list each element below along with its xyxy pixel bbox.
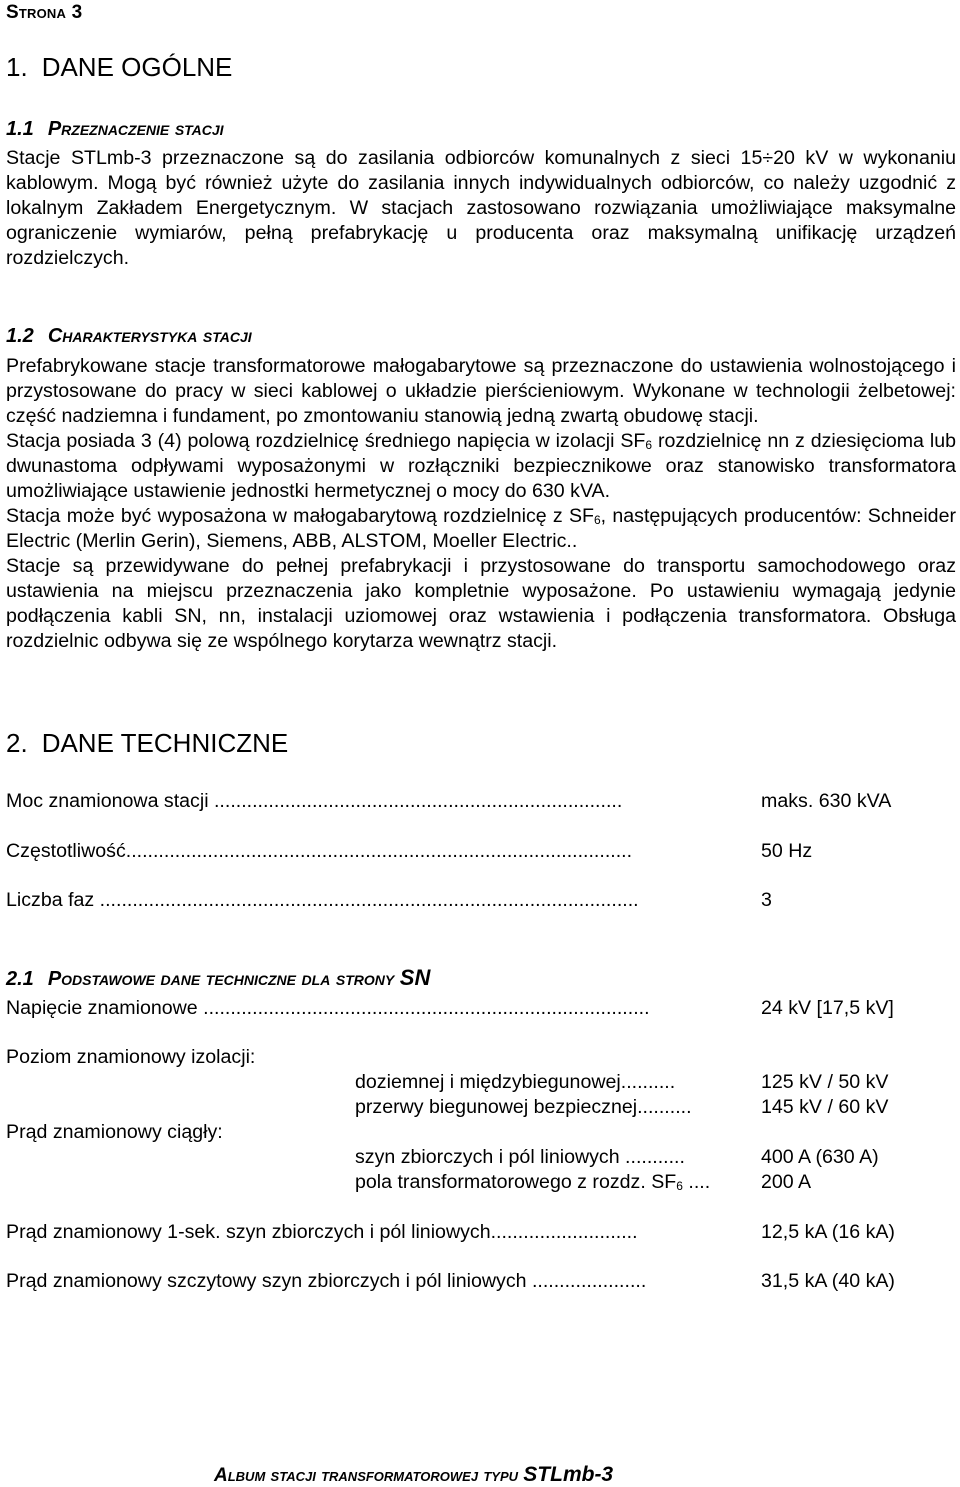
spec-value-insulation-gap: 145 kV / 60 kV <box>761 1096 889 1118</box>
spec-label-frequency: Częstotliwość............................................................................................. <box>6 840 633 862</box>
spec-value-phases: 3 <box>761 889 772 911</box>
spec-value-short-time-current: 12,5 kA (16 kA) <box>761 1221 895 1243</box>
spec-value-insulation-earth: 125 kV / 50 kV <box>761 1071 889 1093</box>
spec-value-current-transformer: 200 A <box>761 1171 812 1193</box>
subsection-title: Przeznaczenie stacji <box>47 118 224 140</box>
spec-label-current: Prąd znamionowy ciągły: <box>6 1121 223 1143</box>
spec-value-power: maks. 630 kVA <box>761 790 892 812</box>
text-run: Stacja posiada 3 (4) polową rozdzielnicę średniego napięcia w izolacji SF <box>6 430 646 452</box>
subsection-1-2-heading <box>6 325 252 348</box>
subsection-title: Podstawowe dane techniczne dla strony <box>47 968 395 990</box>
spec-label-current-busbar: szyn zbiorczych i pól liniowych ........... <box>355 1146 685 1168</box>
spec-label-power: Moc znamionowa stacji ........................................................................... <box>6 790 623 812</box>
purpose-paragraph <box>6 146 956 271</box>
section-1-heading <box>6 52 232 83</box>
spec-label-phases: Liczba faz ................................................................................................... <box>6 889 639 911</box>
characteristics-paragraph-3 <box>6 504 956 554</box>
spec-label-short-time-current: Prąd znamionowy 1-sek. szyn zbiorczych i pól liniowych........................... <box>6 1221 638 1243</box>
spec-value-voltage: 24 kV [17,5 kV] <box>761 997 894 1019</box>
spec-label-voltage: Napięcie znamionowe .................................................................................. <box>6 997 650 1019</box>
spec-value-peak-current: 31,5 kA (40 kA) <box>761 1270 895 1292</box>
page-header: Strona 3 <box>6 2 83 23</box>
section-title: DANE TECHNICZNE <box>41 728 289 758</box>
characteristics-paragraph-1: Prefabrykowane stacje transformatorowe małogabarytowe są przeznaczone do ustawienia wolnostojącego i przystosowane do pracy w sieci kablowej o układzie pierścieniowym. Wykonane w technologii żelbetowej: część nadziemna i fundament, po zmontowaniu stanowią jedną zwartą obudowę stacji. <box>6 355 956 427</box>
text-run: rozdzielnicę nn z dziesięcioma lub dwunastoma odpływami wyposażonymi w rozłączniki bezpiecznikowe oraz stanowisko transformatora umożliwiające ustawienie jednostki hermetycznej o mocy do 630 kVA. <box>6 430 956 502</box>
spec-label-current-transformer <box>355 1171 710 1194</box>
characteristics-section <box>6 354 956 654</box>
subscript: 6 <box>676 1179 683 1193</box>
spec-label-insulation-earth: doziemnej i międzybiegunowej.......... <box>355 1071 676 1093</box>
subsection-2-1-heading <box>6 965 430 991</box>
spec-value-current-busbar: 400 A (630 A) <box>761 1146 879 1168</box>
characteristics-paragraph-4: Stacje są przewidywane do pełnej prefabrykacji i przystosowane do transportu samochodowego oraz ustawienia na miejscu przeznaczenia jako kompletnie wyposażone. Po ustawieniu wymagają jedynie podłączenia kabli SN, nn, instalacji uziomowej oraz wstawienia i podłączenia transformatora. Obsługa rozdzielnic odbywa się ze wspólnego korytarza wewnątrz stacji. <box>6 555 956 652</box>
spec-label-peak-current: Prąd znamionowy szczytowy szyn zbiorczych i pól liniowych ..................... <box>6 1270 647 1292</box>
subsection-title: Charakterystyka stacji <box>47 325 252 347</box>
subsection-title-sn: SN <box>399 965 431 990</box>
subsection-number: 1.2 <box>6 325 34 347</box>
subscript: 6 <box>593 513 601 527</box>
subsection-number: 2.1 <box>6 968 34 990</box>
footer-model: STLmb-3 <box>523 1463 614 1486</box>
section-number: 2. <box>6 728 28 758</box>
subsection-number: 1.1 <box>6 118 34 140</box>
spec-label-insulation-gap: przerwy biegunowej bezpiecznej.......... <box>355 1096 692 1118</box>
section-2-heading <box>6 728 288 759</box>
footer-text: Album stacji transformatorowej typu <box>214 1465 518 1486</box>
spec-value-frequency: 50 Hz <box>761 840 813 862</box>
purpose-text: Stacje STLmb-3 przeznaczone są do zasilania odbiorców komunalnych z sieci 15÷20 kV w wykonaniu kablowym. Mogą być również użyte do zasilania innych indywidualnych odbiorców, co należy uzgodnić z lokalnym Zakładem Energetycznym. W stacjach zastosowano rozwiązania umożliwiające maksymalne ograniczenie wymiarów, pełną prefabrykację u producenta oraz maksymalną unifikację urządzeń rozdzielczych. <box>6 147 956 269</box>
section-number: 1. <box>6 52 28 82</box>
text-run: , następujących producentów: Schneider Electric (Merlin Gerin), Siemens, ABB, ALSTOM, Moeller Electric.. <box>6 505 956 552</box>
section-title: DANE OGÓLNE <box>41 52 233 82</box>
page-footer <box>214 1463 613 1487</box>
text-run: pola transformatorowego z rozdz. SF <box>355 1171 677 1193</box>
spec-label-insulation: Poziom znamionowy izolacji: <box>6 1046 256 1068</box>
subsection-1-1-heading <box>6 118 224 141</box>
text-run: .... <box>682 1171 711 1193</box>
subscript: 6 <box>645 438 653 452</box>
text-run: Stacja może być wyposażona w małogabarytową rozdzielnicę z SF <box>6 505 594 527</box>
characteristics-paragraph-2 <box>6 429 956 504</box>
